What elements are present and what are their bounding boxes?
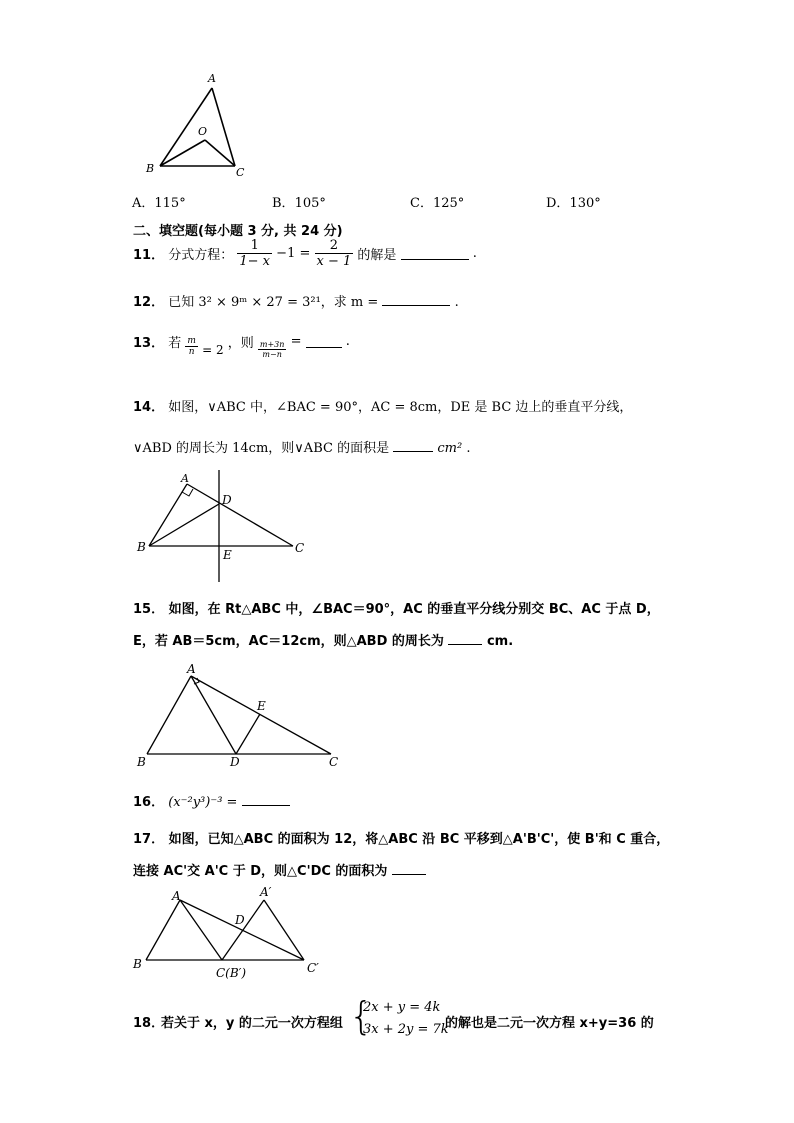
- q18-eq2: 3x + 2y = 7k: [363, 1022, 449, 1037]
- q13-sep: ，则: [227, 336, 254, 351]
- option-a-value: 115°: [154, 196, 186, 211]
- q12-number: 12．: [133, 295, 165, 310]
- q11-f2-num: 2: [315, 238, 354, 254]
- q14-label-A: A: [181, 472, 189, 485]
- q14-figure: [135, 470, 315, 585]
- q15-line2: E，若 AB＝5cm，AC＝12cm，则△ABD 的周长为: [133, 634, 444, 649]
- q14-label-C: C: [295, 541, 305, 555]
- question-17-line-1: [133, 828, 669, 847]
- q15-number: 15．: [133, 602, 165, 617]
- q11-tail: 的解是: [357, 248, 397, 263]
- q18-suffix: 的解也是二元一次方程 x+y=36 的: [445, 1016, 654, 1031]
- q13-fraction-2: [258, 340, 287, 359]
- q17-line1: 如图，已知△ABC 的面积为 12，将△ABC 沿 BC 平移到△A'B'C'，使 B'和 C 重合，: [168, 832, 670, 847]
- question-14-line-1: [133, 396, 632, 415]
- q17-label-A-prime: A′: [260, 885, 272, 899]
- q17-label-A: A: [172, 889, 181, 903]
- q11-fraction-1: [237, 238, 272, 269]
- option-c-value: 125°: [432, 196, 465, 211]
- question-16: [133, 791, 290, 810]
- q11-label: 分式方程：: [168, 248, 234, 263]
- q18-number: 18．: [133, 1016, 165, 1031]
- q10-label-C: C: [236, 166, 245, 179]
- q17-label-CB: C(B′): [216, 966, 247, 980]
- q10-figure: [140, 70, 260, 182]
- q13-f2-num: m+3n: [259, 340, 285, 349]
- q15-label-A: A: [187, 662, 196, 676]
- q17-label-D: D: [235, 913, 245, 927]
- q15-label-B: B: [137, 755, 146, 769]
- q13-number: 13．: [133, 336, 165, 351]
- question-15-line-1: [133, 598, 660, 617]
- question-17-line-2: [133, 860, 426, 879]
- q10-label-O: O: [198, 125, 208, 138]
- question-14-line-2: [133, 437, 470, 456]
- q14-end: .: [466, 441, 471, 456]
- option-d-letter: D．: [546, 196, 570, 211]
- q18-brace: {: [349, 994, 374, 1038]
- q15-unit: cm.: [486, 634, 514, 649]
- q11-number: 11．: [133, 248, 165, 263]
- q17-figure: [132, 884, 322, 984]
- q14-line2: ∨ABD 的周长为 14cm，则∨ABC 的面积是: [133, 441, 390, 456]
- q15-label-C: C: [329, 755, 339, 769]
- question-11: [133, 238, 477, 278]
- q11-answer-blank[interactable]: [401, 247, 469, 260]
- q13-equals: =: [290, 334, 302, 349]
- q14-unit: cm²: [437, 441, 463, 456]
- q13-eq: = 2: [202, 342, 224, 357]
- q14-answer-blank[interactable]: [393, 439, 433, 452]
- q14-label-E: E: [223, 548, 232, 562]
- q12-answer-blank[interactable]: [382, 293, 450, 306]
- q17-label-C-prime: C′: [307, 961, 319, 975]
- q18-eq1: 2x + y = 4k: [363, 1000, 441, 1015]
- q17-answer-blank[interactable]: [392, 862, 426, 875]
- q14-label-D: D: [222, 493, 232, 507]
- q12-text: 已知 3² × 9ᵐ × 27 = 3²¹，求 m =: [168, 295, 379, 310]
- q16-number: 16．: [133, 795, 165, 810]
- q13-f1-num: m: [187, 336, 196, 346]
- q13-f1-den: n: [188, 347, 195, 357]
- q15-line1: 如图，在 Rt△ABC 中，∠BAC＝90°，AC 的垂直平分线分别交 BC、AC 于点 D，: [168, 602, 660, 617]
- q17-line2: 连接 AC'交 A'C 于 D，则△C'DC 的面积为: [133, 864, 388, 879]
- option-d-value: 130°: [569, 196, 601, 211]
- question-15-line-2: [133, 630, 513, 649]
- q11-mid: −1 =: [276, 246, 311, 261]
- q15-answer-blank[interactable]: [448, 632, 482, 645]
- q13-dot: .: [345, 334, 350, 349]
- q14-line1: 如图，∨ABC 中，∠BAC = 90°，AC = 8cm，DE 是 BC 边上的垂直平分线，: [168, 400, 633, 415]
- q13-prefix: 若: [168, 336, 182, 351]
- q11-fraction-2: [315, 238, 354, 269]
- q13-fraction-1: [185, 336, 198, 357]
- q11-f2-den: x − 1: [316, 254, 352, 269]
- q17-number: 17．: [133, 832, 165, 847]
- q14-label-B: B: [137, 540, 146, 554]
- option-c-letter: C．: [410, 196, 433, 211]
- option-b-value: 105°: [294, 196, 326, 211]
- q11-f1-den: 1− x: [239, 254, 271, 269]
- q11-f1-num: 1: [237, 238, 272, 254]
- option-b-letter: B．: [272, 196, 295, 211]
- q12-end: .: [454, 295, 459, 310]
- q17-label-B: B: [133, 957, 142, 971]
- q18-prefix: 若关于 x，y 的二元一次方程组: [161, 1016, 343, 1031]
- option-a-letter: A．: [132, 196, 155, 211]
- q13-answer-blank[interactable]: [306, 335, 342, 348]
- q16-answer-blank[interactable]: [242, 793, 290, 806]
- q10-label-A: A: [208, 72, 216, 85]
- q15-label-E: E: [257, 699, 266, 713]
- q11-end: .: [472, 246, 477, 261]
- q10-label-B: B: [146, 162, 155, 175]
- q16-expr: (x⁻²y³)⁻³ =: [168, 795, 238, 810]
- question-13: [133, 326, 350, 360]
- q14-number: 14．: [133, 400, 165, 415]
- q15-label-D: D: [230, 755, 240, 769]
- section-title: 二、填空题(每小题 3 分, 共 24 分): [133, 224, 343, 239]
- q13-f2-den: m−n: [262, 350, 282, 359]
- question-12: [133, 291, 459, 310]
- q15-figure: [135, 662, 350, 772]
